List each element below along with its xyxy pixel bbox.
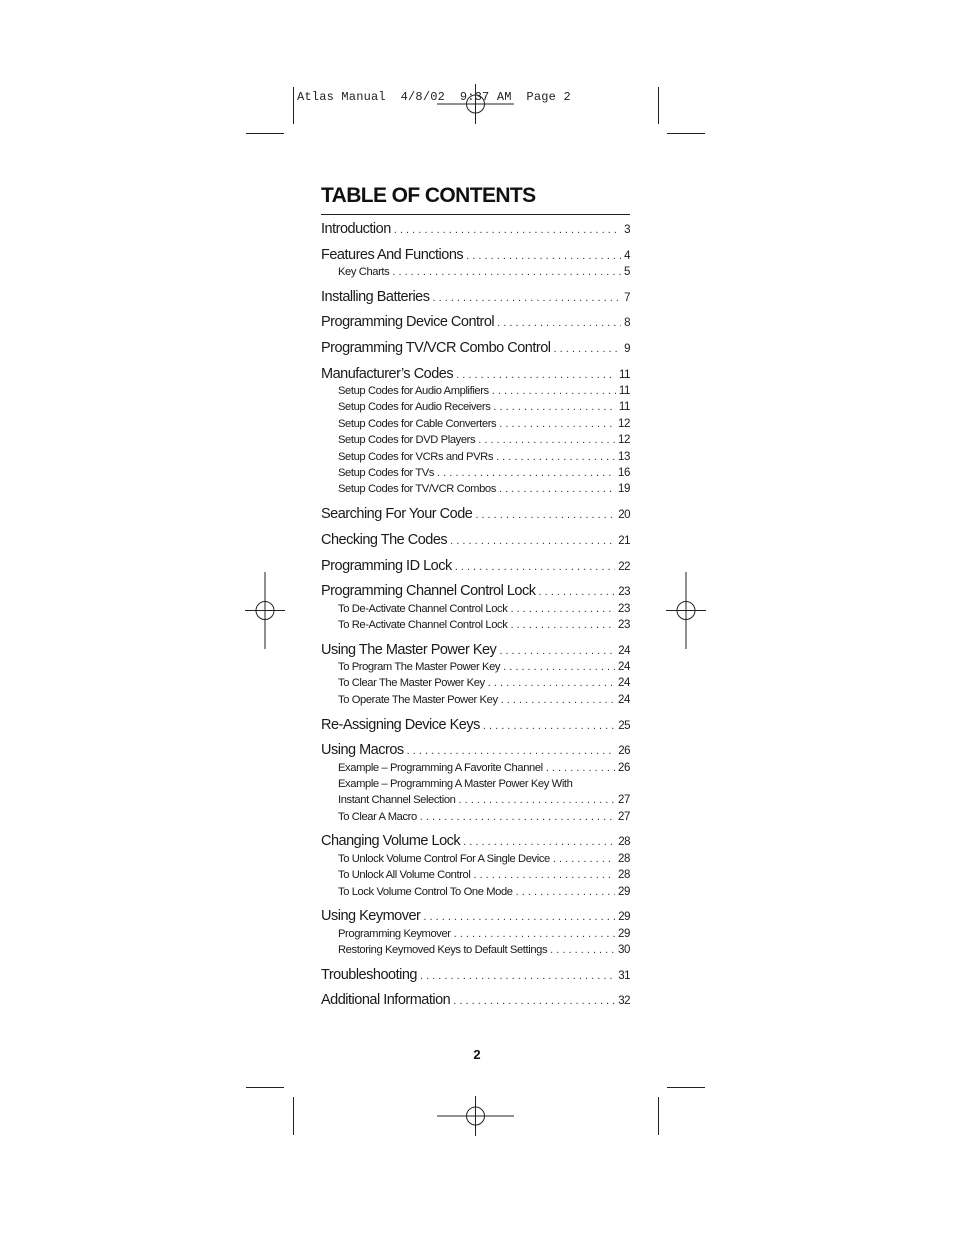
toc-entry-page: 29: [618, 886, 630, 898]
crop-mark: [667, 133, 705, 134]
leader-dots: [456, 369, 616, 381]
crop-mark: [658, 1097, 659, 1135]
toc-entry-label: Setup Codes for Audio Amplifiers: [338, 385, 489, 397]
print-slug: Atlas Manual 4/8/02 9:37 AM Page 2: [297, 90, 571, 104]
leader-dots: [496, 451, 615, 463]
toc-entry-label: Restoring Keymoved Keys to Default Settings: [338, 944, 548, 956]
toc-entry-label: Troubleshooting: [321, 967, 417, 983]
toc-entry-page: 30: [618, 944, 630, 956]
page-title: TABLE OF CONTENTS: [321, 184, 536, 207]
leader-dots: [493, 401, 615, 413]
toc-entry-label: Setup Codes for TV/VCR Combos: [338, 483, 496, 495]
leader-dots: [420, 811, 615, 823]
leader-dots: [478, 434, 615, 446]
toc-entry[interactable]: [321, 366, 630, 382]
toc-entry[interactable]: [321, 221, 630, 237]
toc-entry-label: Re-Assigning Device Keys: [321, 717, 480, 733]
toc-entry-label: Manufacturer’s Codes: [321, 366, 454, 382]
toc-entry-label: To Unlock All Volume Control: [338, 869, 471, 881]
toc-entry-page: 24: [618, 645, 630, 657]
leader-dots: [437, 467, 615, 479]
toc-entry-page: 24: [618, 694, 630, 706]
toc-entry-page: 4: [624, 250, 630, 262]
toc-entry[interactable]: [321, 532, 630, 548]
toc-entry[interactable]: [321, 247, 630, 263]
toc-entry-page: 23: [618, 586, 630, 598]
registration-mark-icon: [437, 84, 514, 124]
leader-dots: [453, 995, 615, 1007]
toc-entry-page: 22: [618, 561, 630, 573]
toc-entry-page: 9: [624, 343, 630, 355]
registration-mark-icon: [437, 1096, 514, 1136]
leader-dots: [454, 928, 615, 940]
toc-entry-label: Searching For Your Code: [321, 506, 473, 522]
toc-entry-page: 29: [618, 928, 630, 940]
toc-entry-label: Example – Programming A Master Power Key With: [338, 778, 573, 790]
leader-dots: [510, 603, 615, 615]
leader-dots: [499, 483, 615, 495]
toc-entry-page: 21: [618, 535, 630, 547]
leader-dots: [420, 970, 615, 982]
toc-entry-label: Introduction: [321, 221, 391, 237]
page-number: 2: [473, 1047, 481, 1062]
crop-mark: [667, 1087, 705, 1088]
leader-dots: [466, 250, 621, 262]
toc-entry-page: 7: [624, 292, 630, 304]
toc-entry-page: 26: [618, 745, 630, 757]
toc-entry[interactable]: [321, 717, 630, 733]
leader-dots: [488, 677, 615, 689]
crop-mark: [658, 87, 659, 124]
toc-entry-page: 27: [618, 811, 630, 823]
toc-entry-label: Example – Programming A Favorite Channel: [338, 762, 543, 774]
toc-entry-label: Checking The Codes: [321, 532, 448, 548]
toc-entry-label: Programming Device Control: [321, 314, 495, 330]
toc-entry-label: To Unlock Volume Control For A Single Device: [338, 853, 550, 865]
toc-entry-label: Setup Codes for DVD Players: [338, 434, 476, 446]
toc-subentry[interactable]: [321, 886, 630, 898]
leader-dots: [432, 292, 621, 304]
leader-dots: [539, 586, 616, 598]
toc-subentry[interactable]: [321, 928, 630, 940]
toc-entry-label: To Clear A Macro: [338, 811, 417, 823]
toc-entry-label: Features And Functions: [321, 247, 464, 263]
leader-dots: [423, 911, 615, 923]
leader-dots: [510, 619, 615, 631]
toc-entry-label: Setup Codes for TVs: [338, 467, 435, 479]
toc-entry-page: 13: [618, 451, 630, 463]
leader-dots: [546, 762, 615, 774]
toc-entry[interactable]: [321, 506, 630, 522]
toc-entry[interactable]: [321, 992, 630, 1008]
toc-entry-page: 3: [624, 224, 630, 236]
toc-entry-label: Programming Keymover: [338, 928, 451, 940]
toc-entry-page: 24: [618, 661, 630, 673]
toc-entry-label: Setup Codes for VCRs and PVRs: [338, 451, 494, 463]
toc-entry-label: Programming TV/VCR Combo Control: [321, 340, 551, 356]
toc-entry-page: 20: [618, 509, 630, 521]
toc-subentry[interactable]: [321, 451, 630, 463]
toc-entry-label: To Program The Master Power Key: [338, 661, 501, 673]
toc-subentry[interactable]: [321, 603, 630, 615]
toc-entry-label: To De-Activate Channel Control Lock: [338, 603, 508, 615]
toc-subentry[interactable]: [321, 483, 630, 495]
toc-entry-page: 23: [618, 619, 630, 631]
crop-mark: [246, 1087, 284, 1088]
leader-dots: [553, 853, 615, 865]
title-rule: [321, 214, 630, 215]
toc-entry-page: 31: [618, 970, 630, 982]
toc-entry[interactable]: [321, 340, 630, 356]
toc-entry-page: 12: [618, 434, 630, 446]
leader-dots: [554, 343, 622, 355]
toc-entry-page: 23: [618, 603, 630, 615]
toc-subentry[interactable]: [321, 762, 630, 774]
registration-mark-icon: [666, 572, 706, 649]
crop-mark: [246, 133, 284, 134]
leader-dots: [392, 266, 621, 278]
toc-subentry[interactable]: [321, 661, 630, 673]
toc-entry-label: To Re-Activate Channel Control Lock: [338, 619, 508, 631]
toc-subentry[interactable]: [321, 434, 630, 446]
toc-entry-label: Key Charts: [338, 266, 390, 278]
toc-entry-page: 27: [618, 794, 630, 806]
toc-subentry[interactable]: [321, 853, 630, 865]
toc-entry[interactable]: [321, 908, 630, 924]
leader-dots: [407, 745, 616, 757]
toc-entry[interactable]: [321, 558, 630, 574]
toc-entry-page: 24: [618, 677, 630, 689]
toc-subentry[interactable]: [321, 266, 630, 278]
leader-dots: [483, 720, 615, 732]
toc-entry[interactable]: [321, 967, 630, 983]
toc-subentry[interactable]: [321, 619, 630, 631]
registration-mark-icon: [245, 572, 285, 649]
toc-entry[interactable]: [321, 642, 630, 658]
toc-entry-page: 26: [618, 762, 630, 774]
toc-entry-page: 5: [624, 266, 630, 278]
toc-entry[interactable]: [321, 314, 630, 330]
leader-dots: [501, 694, 615, 706]
toc-entry-page: 28: [618, 869, 630, 881]
toc-subentry[interactable]: [321, 869, 630, 881]
toc-subentry[interactable]: [321, 694, 630, 706]
leader-dots: [450, 535, 615, 547]
toc-entry-label: Using Macros: [321, 742, 404, 758]
toc-entry-page: 11: [618, 385, 630, 397]
toc-entry-label: Setup Codes for Cable Converters: [338, 418, 497, 430]
crop-mark: [293, 1097, 294, 1135]
leader-dots: [492, 385, 616, 397]
toc-entry[interactable]: [321, 742, 630, 758]
toc-entry-page: 28: [618, 853, 630, 865]
toc-subentry[interactable]: [321, 778, 630, 790]
leader-dots: [550, 944, 615, 956]
toc-entry-page: 19: [618, 483, 630, 495]
toc-entry-label: To Lock Volume Control To One Mode: [338, 886, 513, 898]
toc-subentry[interactable]: [321, 794, 630, 806]
toc-subentry[interactable]: [321, 944, 630, 956]
toc-entry-page: 32: [618, 995, 630, 1007]
leader-dots: [459, 794, 616, 806]
leader-dots: [394, 224, 621, 236]
leader-dots: [473, 869, 615, 881]
toc-subentry[interactable]: [321, 385, 630, 397]
leader-dots: [503, 661, 615, 673]
toc-entry-label: To Clear The Master Power Key: [338, 677, 485, 689]
toc-entry-label: Installing Batteries: [321, 289, 430, 305]
toc-entry-label: Setup Codes for Audio Receivers: [338, 401, 491, 413]
toc-entry-label: Using Keymover: [321, 908, 421, 924]
toc-entry-page: 11: [618, 401, 630, 413]
toc-entry-label: Programming ID Lock: [321, 558, 452, 574]
toc-entry-label: Programming Channel Control Lock: [321, 583, 536, 599]
leader-dots: [499, 418, 615, 430]
toc-entry-label: Instant Channel Selection: [338, 794, 456, 806]
toc-subentry[interactable]: [321, 811, 630, 823]
toc-entry-page: 8: [624, 317, 630, 329]
leader-dots: [455, 561, 615, 573]
toc-entry-page: 25: [618, 720, 630, 732]
toc-subentry[interactable]: [321, 401, 630, 413]
toc-subentry[interactable]: [321, 677, 630, 689]
toc-entry-label: Changing Volume Lock: [321, 833, 461, 849]
toc-entry-page: 29: [618, 911, 630, 923]
toc-entry[interactable]: [321, 583, 630, 599]
leader-dots: [475, 509, 615, 521]
toc-entry-page: 16: [618, 467, 630, 479]
toc-entry-page: 28: [618, 836, 630, 848]
toc-entry-page: 11: [619, 369, 630, 381]
leader-dots: [516, 886, 615, 898]
toc-entry[interactable]: [321, 289, 630, 305]
leader-dots: [497, 317, 621, 329]
toc-entry-label: Additional Information: [321, 992, 451, 1008]
leader-dots: [499, 645, 615, 657]
toc-entry[interactable]: [321, 833, 630, 849]
toc-subentry[interactable]: [321, 418, 630, 430]
toc-subentry[interactable]: [321, 467, 630, 479]
crop-mark: [293, 87, 294, 124]
toc-entry-label: To Operate The Master Power Key: [338, 694, 498, 706]
leader-dots: [463, 836, 615, 848]
toc-entry-page: 12: [618, 418, 630, 430]
toc-entry-label: Using The Master Power Key: [321, 642, 497, 658]
